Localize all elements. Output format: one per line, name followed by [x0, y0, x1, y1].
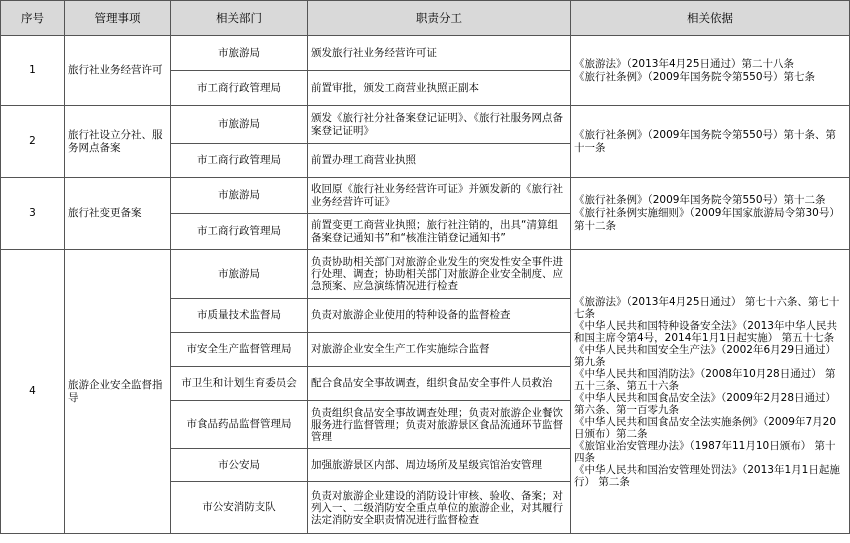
row-duty: 对旅游企业安全生产工作实施综合监督: [308, 333, 571, 367]
row-duty: 收回原《旅行社业务经营许可证》并颁发新的《旅行社业务经营许可证》: [308, 178, 571, 214]
row-dept: 市旅游局: [171, 106, 308, 144]
row-dept: 市食品药品监督管理局: [171, 401, 308, 449]
row-dept: 市公安消防支队: [171, 482, 308, 534]
row-dept: 市安全生产监督管理局: [171, 333, 308, 367]
row-dept: 市公安局: [171, 449, 308, 482]
row-dept: 市工商行政管理局: [171, 71, 308, 106]
row-basis: 《旅游法》（2013年4月25日通过）第二十八条 《旅行社条例》（2009年国务院令第550号）第七条: [571, 36, 850, 106]
row-dept: 市工商行政管理局: [171, 214, 308, 250]
row-duty: 负责对旅游企业建设的消防设计审核、验收、备案；对列入一、二级消防安全重点单位的旅游企业，对其履行法定消防安全职责情况进行监督检查: [308, 482, 571, 534]
header-dept: 相关部门: [171, 1, 308, 36]
row-duty: 负责对旅游企业使用的特种设备的监督检查: [308, 299, 571, 333]
row-duty: 加强旅游景区内部、周边场所及星级宾馆治安管理: [308, 449, 571, 482]
header-item: 管理事项: [65, 1, 171, 36]
row-duty: 前置审批，颁发工商营业执照正副本: [308, 71, 571, 106]
header-row: [1, 1, 850, 36]
header-basis: 相关依据: [571, 1, 850, 36]
row-dept: 市卫生和计划生育委员会: [171, 367, 308, 401]
row-dept: 市质量技术监督局: [171, 299, 308, 333]
row-basis: 《旅行社条例》（2009年国务院令第550号）第十二条 《旅行社条例实施细则》（2009年国家旅游局令第30号）第十二条: [571, 178, 850, 250]
row-item: 旅行社设立分社、服务网点备案: [65, 106, 171, 178]
row-no: 2: [1, 106, 65, 178]
row-dept: 市旅游局: [171, 36, 308, 71]
header-duty: 职责分工: [308, 1, 571, 36]
row-duty: 配合食品安全事故调查，组织食品安全事件人员救治: [308, 367, 571, 401]
row-duty: 颁发《旅行社分社备案登记证明》、《旅行社服务网点备案登记证明》: [308, 106, 571, 144]
row-no: 1: [1, 36, 65, 106]
row-duty: 负责协助相关部门对旅游企业发生的突发性安全事件进行处理、调查；协助相关部门对旅游企业安全制度、应急预案、应急演练情况进行检查: [308, 250, 571, 299]
row-no: 4: [1, 250, 65, 534]
row-item: 旅行社业务经营许可: [65, 36, 171, 106]
row-duty: 负责组织食品安全事故调查处理；负责对旅游企业餐饮服务进行监督管理；负责对旅游景区食品流通环节监督管理: [308, 401, 571, 449]
row-item: 旅游企业安全监督指导: [65, 250, 171, 534]
row-basis: 《旅游法》（2013年4月25日通过） 第七十六条、第七十七条 《中华人民共和国特种设备安全法》（2013年中华人民共和国主席令第4号，2014年1月1日起实施） 第五十七条 《中华人民共和国安全生产法》（2002年6月29日通过）第九条 《中华人民共和国消防法》（2008年10月28日通过） 第五十三条、第五十六条 《中华人民共和国食品安全法》（2009年2月28日通过）第六条、第一百零九条 《中华人民共和国食品安全法实施条例》（2009年7月20日颁布）第二条 《旅馆业治安管理办法》（1987年11月10日颁布） 第十四条 《中华人民共和国治安管理处罚法》（2013年1月1日起施行） 第二条: [571, 250, 850, 534]
row-duty: 前置变更工商营业执照；旅行社注销的，出具“清算组备案登记通知书”和“核准注销登记通知书”: [308, 214, 571, 250]
table-row: [1, 36, 850, 71]
row-dept: 市旅游局: [171, 250, 308, 299]
table-row: [1, 178, 850, 214]
row-item: 旅行社变更备案: [65, 178, 171, 250]
row-basis: 《旅行社条例》（2009年国务院令第550号）第十条、第十一条: [571, 106, 850, 178]
row-dept: 市旅游局: [171, 178, 308, 214]
row-dept: 市工商行政管理局: [171, 144, 308, 178]
row-duty: 颁发旅行社业务经营许可证: [308, 36, 571, 71]
row-duty: 前置办理工商营业执照: [308, 144, 571, 178]
header-no: 序号: [1, 1, 65, 36]
table-row: [1, 106, 850, 144]
row-no: 3: [1, 178, 65, 250]
table-row: [1, 250, 850, 299]
